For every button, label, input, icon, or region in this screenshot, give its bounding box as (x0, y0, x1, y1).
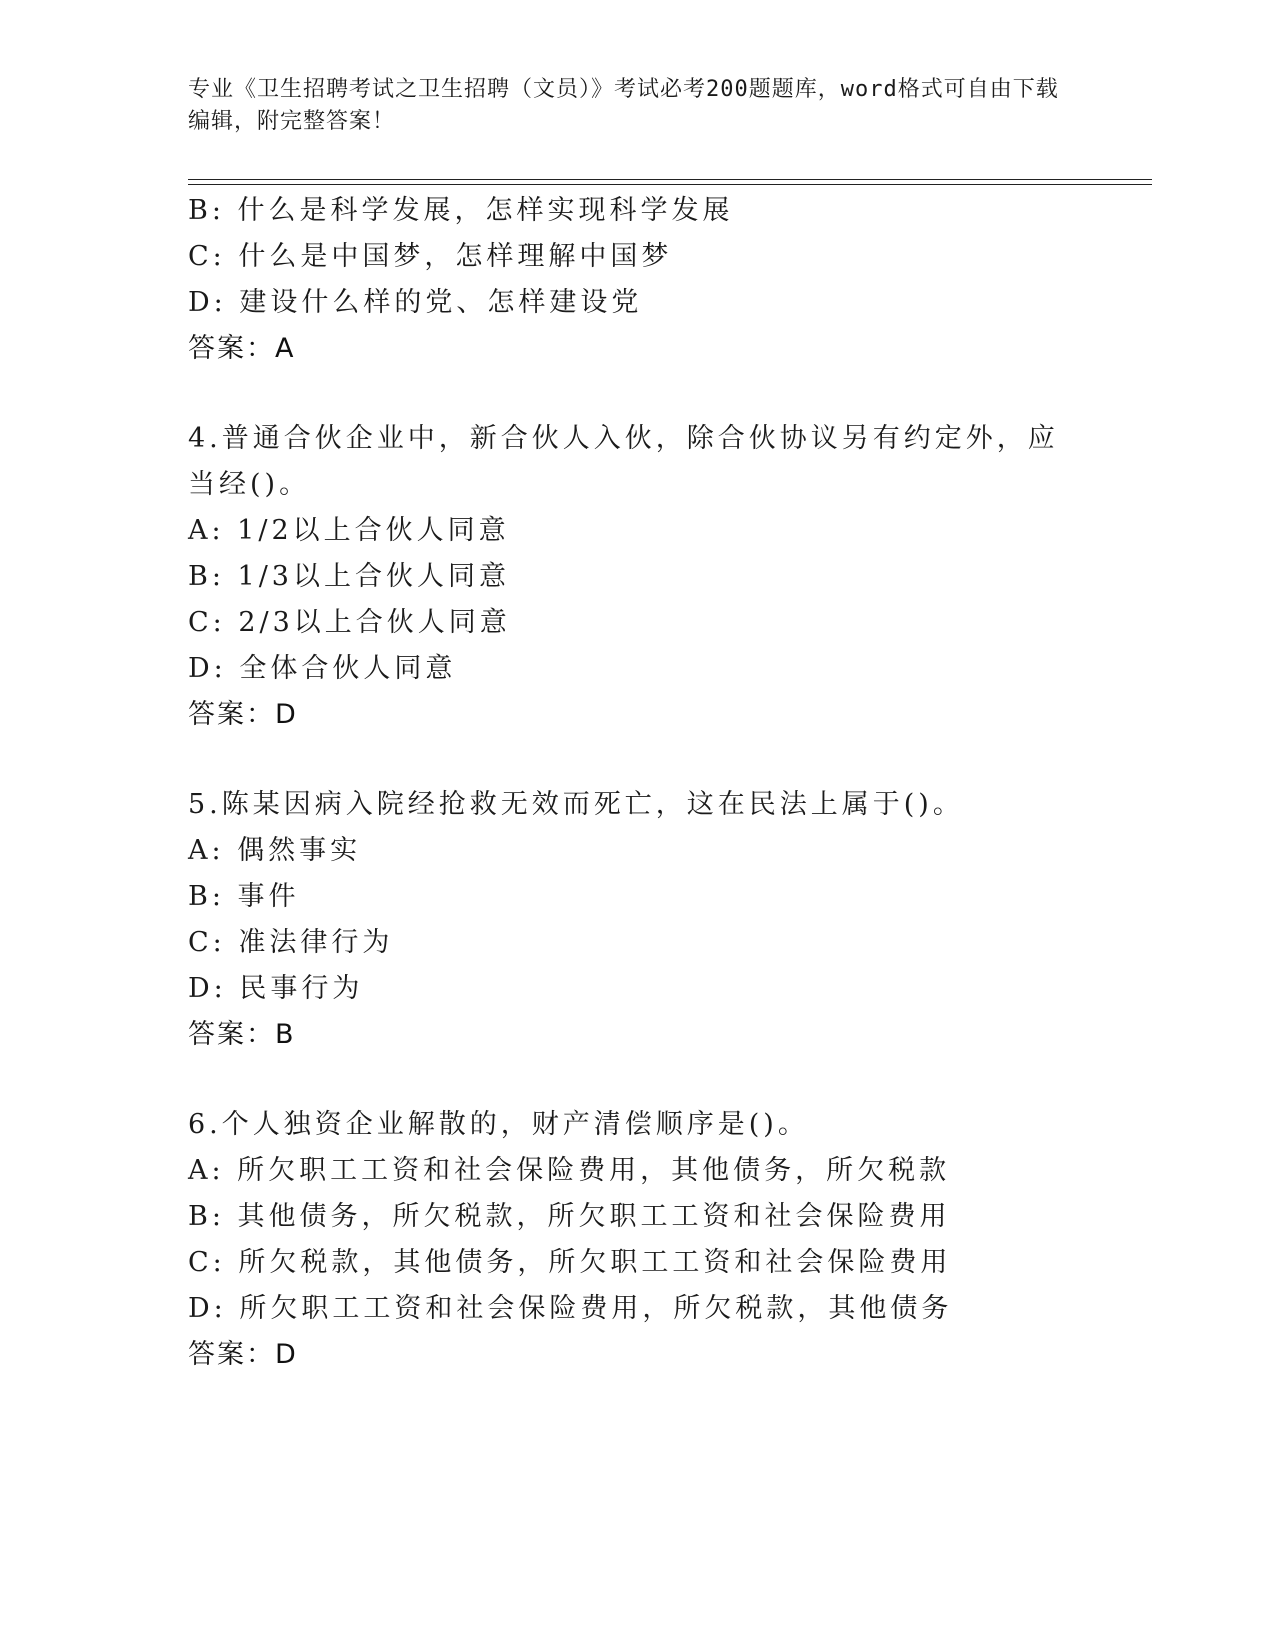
option-b: B: 什么是科学发展，怎样实现科学发展 (188, 195, 734, 226)
question-4 (188, 416, 1088, 738)
question-5 (188, 782, 1088, 1058)
option-c: C: 所欠税款，其他债务，所欠职工工资和社会保险费用 (188, 1247, 952, 1278)
option-a: A: 所欠职工工资和社会保险费用，其他债务，所欠税款 (188, 1155, 951, 1186)
option-b: B: 事件 (188, 881, 300, 912)
question-stem: 5.陈某因病入院经抢救无效而死亡，这在民法上属于()。 (188, 789, 964, 820)
option-d: D: 全体合伙人同意 (188, 653, 457, 684)
option-c: C: 什么是中国梦，怎样理解中国梦 (188, 241, 673, 272)
option-d: D: 所欠职工工资和社会保险费用，所欠税款，其他债务 (188, 1293, 953, 1324)
question-6 (188, 1102, 1088, 1378)
option-a: A: 偶然事实 (188, 835, 362, 866)
answer-label: 答案：D (188, 1339, 298, 1370)
header-rule-bottom (188, 184, 1152, 185)
document-header: 专业《卫生招聘考试之卫生招聘（文员）》考试必考200题题库，word格式可自由下载编辑，附完整答案！ (188, 77, 1059, 134)
option-c: C: 2/3以上合伙人同意 (188, 607, 511, 638)
option-b: B: 其他债务，所欠税款，所欠职工工资和社会保险费用 (188, 1201, 951, 1232)
spacer (188, 738, 1088, 782)
question-stem: 4.普通合伙企业中，新合伙人入伙，除合伙协议另有约定外，应当经()。 (188, 423, 1059, 500)
question-content (188, 188, 1088, 1378)
header-rule-top (188, 179, 1152, 180)
answer-label: 答案：B (188, 1019, 296, 1050)
question-3-continuation (188, 188, 1088, 372)
question-stem: 6.个人独资企业解散的，财产清偿顺序是()。 (188, 1109, 809, 1140)
option-b: B: 1/3以上合伙人同意 (188, 561, 510, 592)
option-d: D: 民事行为 (188, 973, 364, 1004)
option-c: C: 准法律行为 (188, 927, 394, 958)
option-d: D: 建设什么样的党、怎样建设党 (188, 287, 643, 318)
option-a: A: 1/2以上合伙人同意 (188, 515, 510, 546)
answer-label: 答案：A (188, 333, 296, 364)
spacer (188, 1058, 1088, 1102)
answer-label: 答案：D (188, 699, 298, 730)
spacer (188, 372, 1088, 416)
